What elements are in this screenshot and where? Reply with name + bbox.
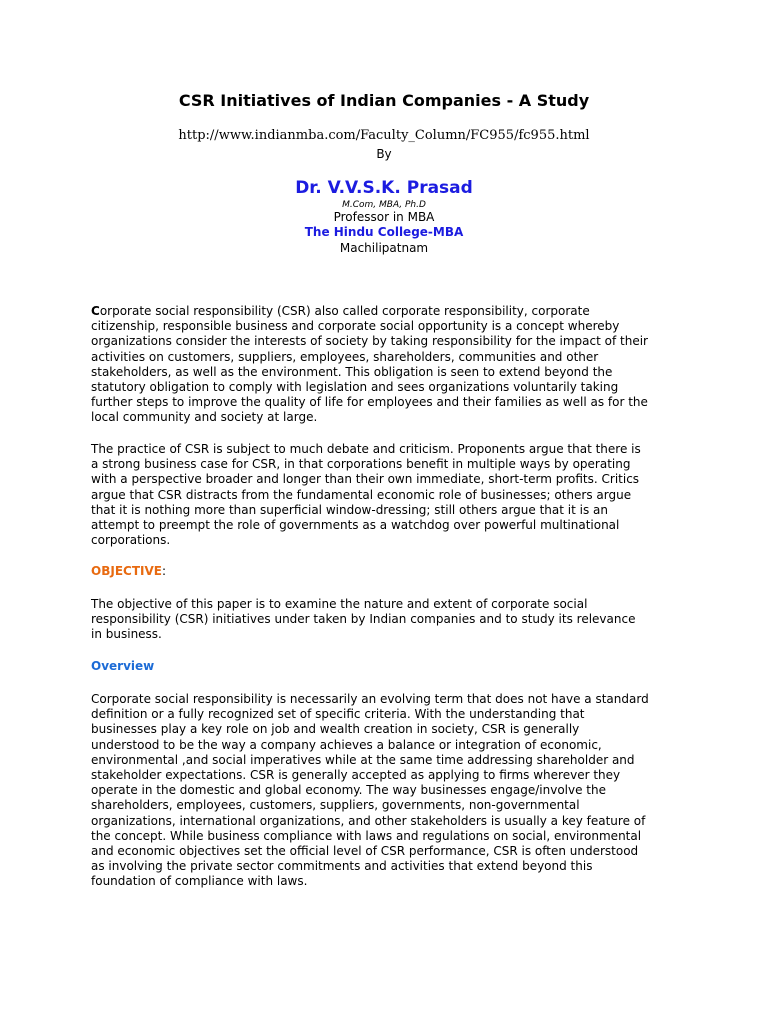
- overview-line: operate in the domestic and global economy. The way businesses engage/involve the: [91, 783, 606, 798]
- intro-line: further steps to improve the quality of life for employees and their families as well as for the: [91, 395, 648, 410]
- objective-line: The objective of this paper is to examine the nature and extent of corporate social: [91, 597, 588, 611]
- overview-line: understood to be the way a company achieves a balance or integration of economic,: [91, 737, 602, 752]
- overview-line: Corporate social responsibility is necessarily an evolving term that does not have a standard: [91, 692, 649, 706]
- overview-line: environmental ,and social imperatives while at the same time addressing shareholder and: [91, 752, 635, 767]
- author-degrees: M.Com, MBA, Ph.D: [342, 200, 426, 210]
- overview-line: organizations, international organizations, and other stakeholders is usually a key feature of: [91, 813, 646, 828]
- author-position: Professor in MBA: [333, 210, 435, 224]
- overview-line: and economic objectives set the official level of CSR performance, CSR is often understood: [91, 844, 639, 859]
- overview-line: foundation of compliance with laws.: [91, 874, 308, 889]
- intro-line: activities on customers, suppliers, employees, shareholders, communities and other: [91, 349, 599, 364]
- objective-line: responsibility (CSR) initiatives under taken by Indian companies and to study its relevance: [91, 612, 636, 627]
- objective-heading-label: OBJECTIVE: [91, 564, 162, 578]
- practice-line: that it is nothing more than superficial window-dressing; still others argue that it is an: [91, 502, 608, 517]
- practice-line: The practice of CSR is subject to much debate and criticism. Proponents argue that there is: [91, 442, 641, 456]
- objective-line: in business.: [91, 627, 162, 642]
- practice-line: a strong business case for CSR, in that corporations benefit in multiple ways by operating: [91, 457, 631, 472]
- overview-line: as involving the private sector commitments and activities that extend beyond this: [91, 859, 593, 874]
- intro-dropcap: C: [91, 304, 100, 318]
- intro-line: stakeholders, as well as the environment. This obligation is seen to extend beyond the: [91, 364, 613, 379]
- practice-line: with a perspective broader and longer than their own immediate, short-term profits. Critics: [91, 472, 640, 487]
- intro-line-1: Corporate social responsibility (CSR) also called corporate responsibility, corporate: [91, 304, 590, 318]
- overview-paragraph: [91, 692, 691, 890]
- intro-line: organizations consider the interests of society by taking responsibility for the impact of their: [91, 334, 648, 349]
- practice-line: corporations.: [91, 533, 171, 548]
- objective-paragraph: [91, 597, 691, 643]
- intro-paragraph: [91, 304, 691, 426]
- overview-heading: Overview: [91, 659, 155, 673]
- objective-heading: OBJECTIVE:: [91, 564, 166, 578]
- practice-paragraph: [91, 442, 691, 548]
- intro-line: local community and society at large.: [91, 410, 318, 425]
- overview-line: shareholders, employees, customers, suppliers, governments, non-governmental: [91, 798, 580, 813]
- author-place: Machilipatnam: [339, 241, 429, 255]
- intro-line: statutory obligation to comply with legislation and sees organizations voluntarily taking: [91, 380, 619, 395]
- intro-line: citizenship, responsible business and corporate social opportunity is a concept whereby: [91, 319, 620, 334]
- document-title: CSR Initiatives of Indian Companies - A Study: [178, 91, 590, 110]
- overview-line: businesses play a key role on job and wealth creation in society, CSR is generally: [91, 722, 580, 737]
- overview-line: stakeholder expectations. CSR is generally accepted as applying to firms wherever they: [91, 768, 621, 783]
- practice-line: argue that CSR distracts from the fundamental economic role of businesses; others argue: [91, 487, 632, 502]
- practice-line: attempt to preempt the role of governments as a watchdog over powerful multinational: [91, 518, 620, 533]
- overview-line: definition or a fully recognized set of specific criteria. With the understanding that: [91, 707, 585, 722]
- author-college: The Hindu College-MBA: [304, 225, 464, 239]
- by-line: By: [376, 147, 392, 161]
- overview-line: the concept. While business compliance with laws and regulations on social, environmental: [91, 828, 642, 843]
- source-url: http://www.indianmba.com/Faculty_Column/FC955/fc955.html: [178, 128, 590, 143]
- author-name: Dr. V.V.S.K. Prasad: [295, 178, 473, 198]
